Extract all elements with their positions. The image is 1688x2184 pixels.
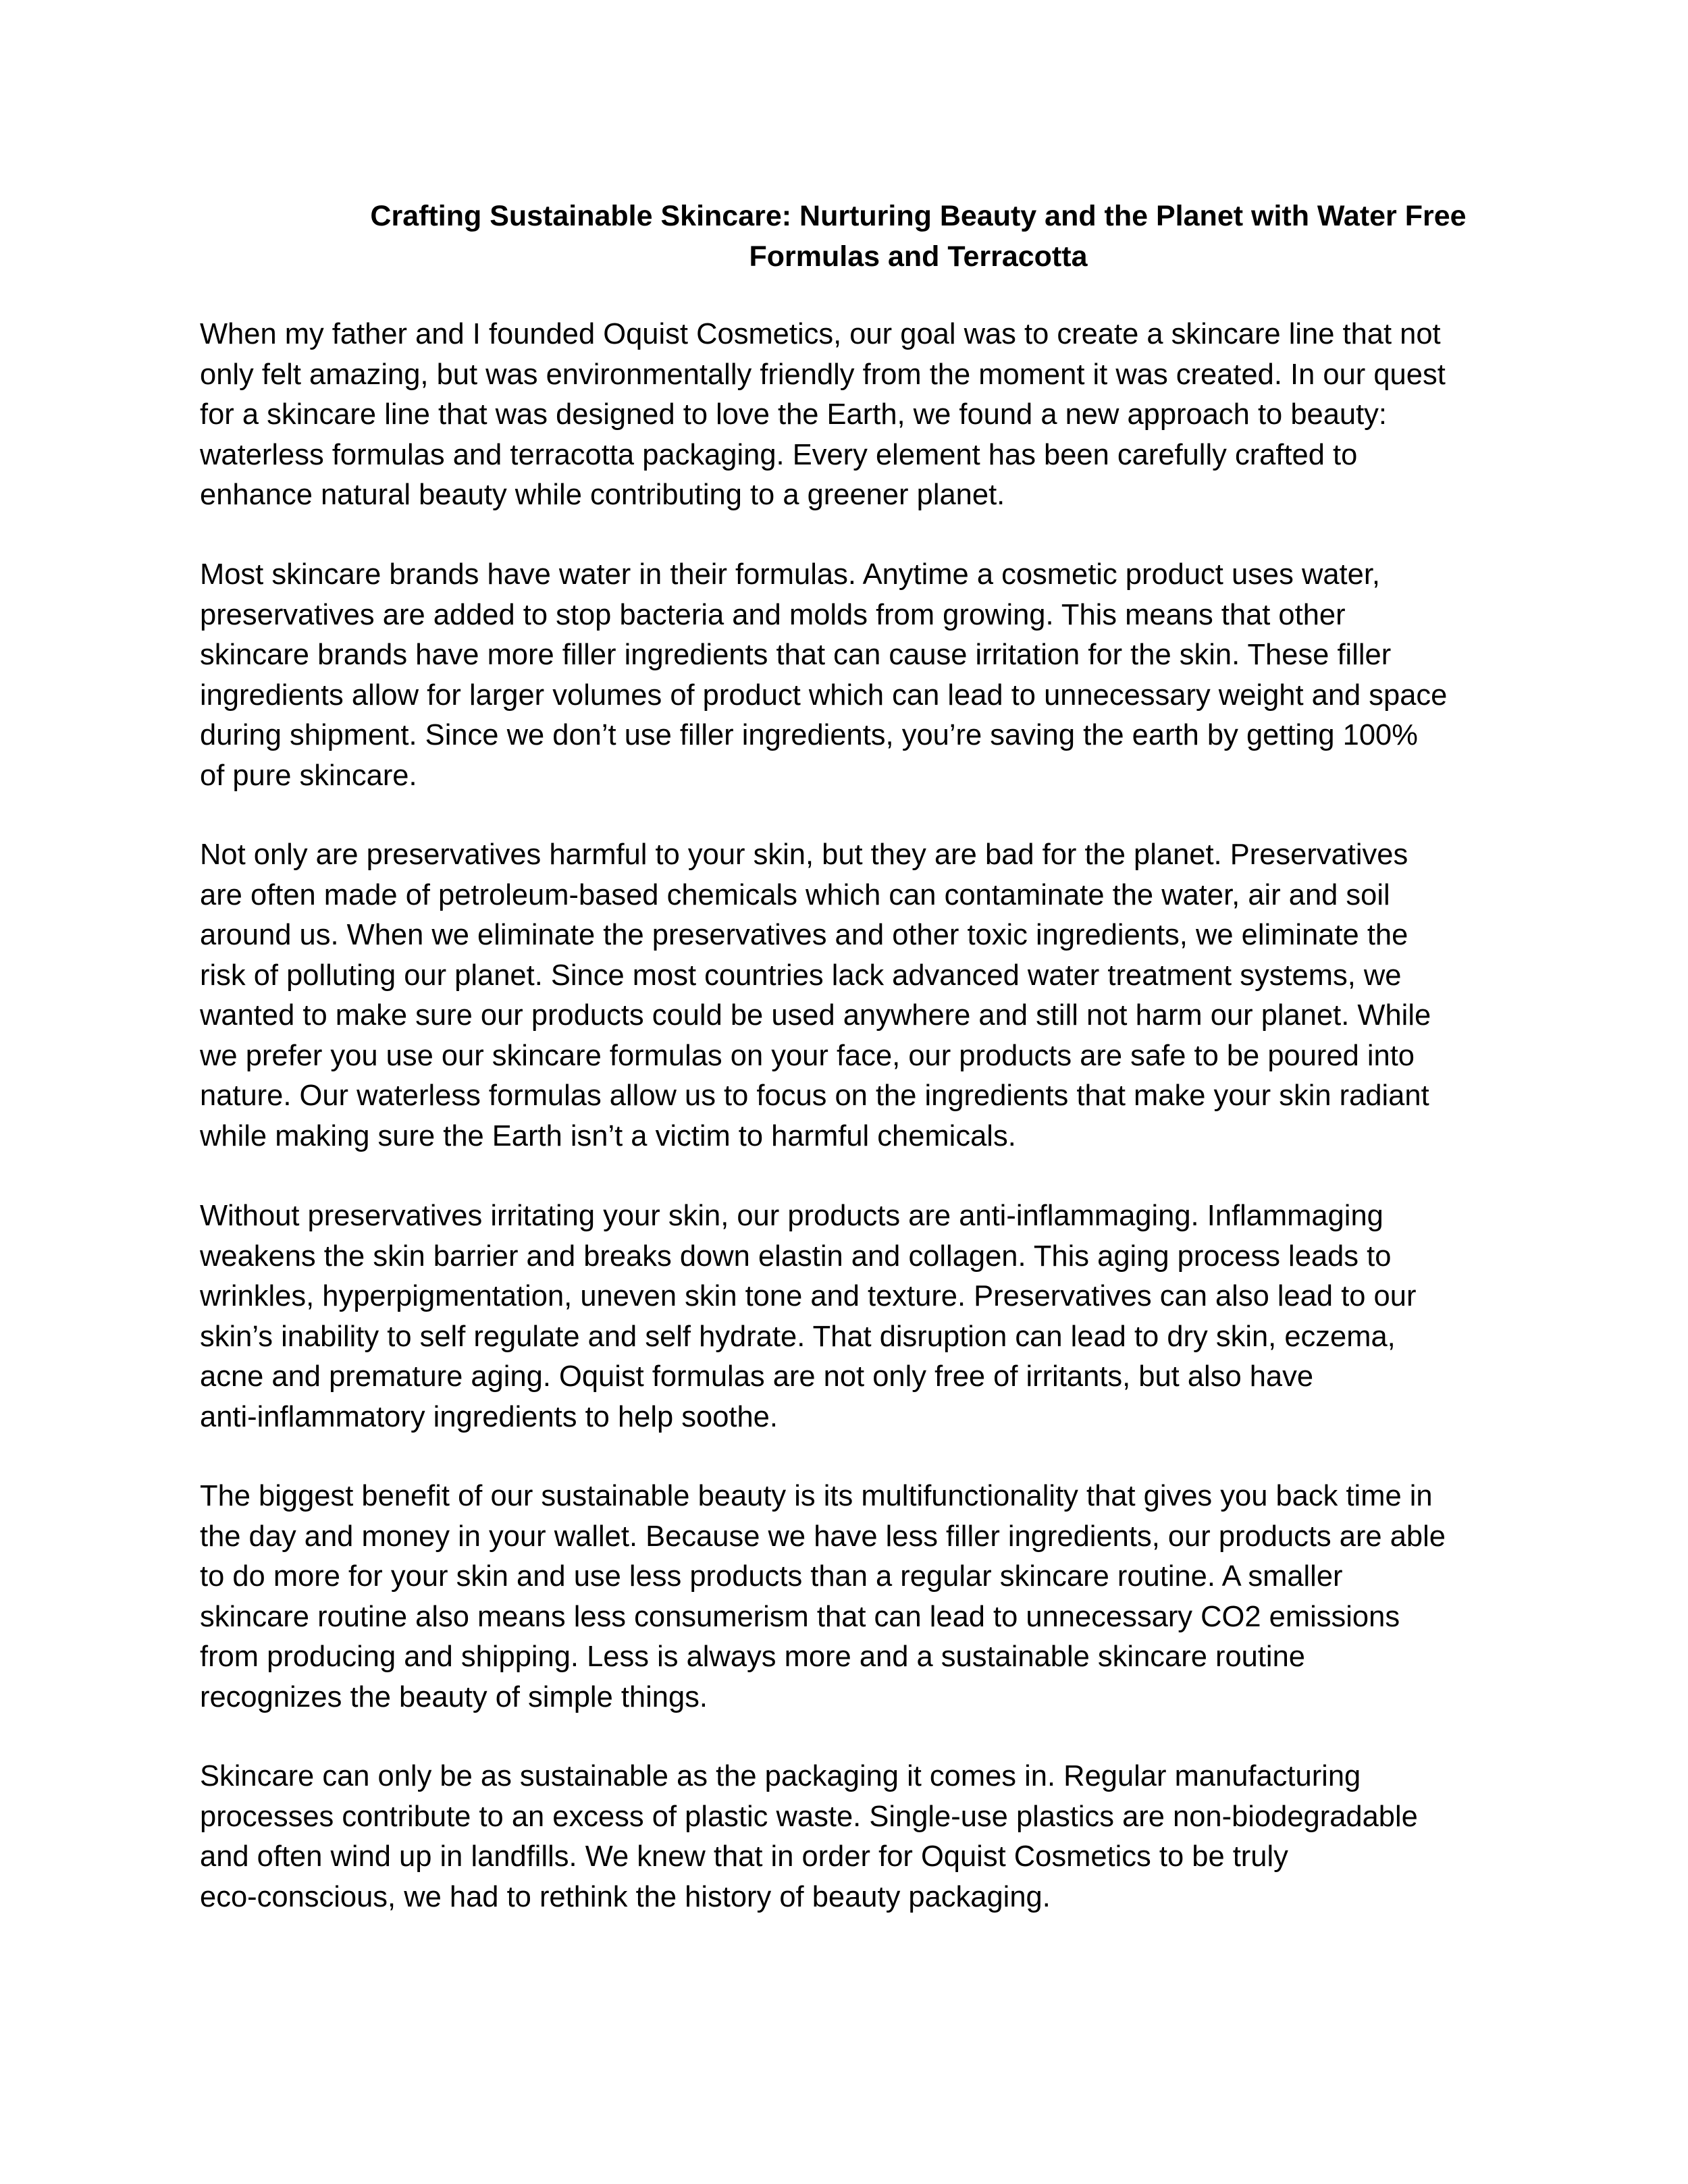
text-line: skincare routine also means less consumerism that can lead to unnecessary CO2 emissions <box>200 1600 1400 1633</box>
text-line: risk of polluting our planet. Since most countries lack advanced water treatment systems, we <box>200 959 1402 992</box>
paragraph-packaging <box>200 1757 1418 1917</box>
text-line: wanted to make sure our products could be used anywhere and still not harm our planet. While <box>200 999 1431 1032</box>
text-line: enhance natural beauty while contributing to a greener planet. <box>200 479 1005 511</box>
text-line: waterless formulas and terracotta packaging. Every element has been carefully crafted to <box>200 438 1358 471</box>
text-line: while making sure the Earth isn’t a victim to harmful chemicals. <box>200 1119 1016 1152</box>
text-line: are often made of petroleum-based chemicals which can contaminate the water, air and soil <box>200 878 1390 911</box>
text-line: The biggest benefit of our sustainable beauty is its multifunctionality that gives you back time in <box>200 1480 1433 1512</box>
text-line: only felt amazing, but was environmentally friendly from the moment it was created. In our quest <box>200 358 1446 391</box>
text-line: to do more for your skin and use less products than a regular skincare routine. A smaller <box>200 1560 1343 1593</box>
title-line: Crafting Sustainable Skincare: Nurturing Beauty and the Planet with Water Free <box>370 200 1467 232</box>
text-line: of pure skincare. <box>200 759 417 792</box>
text-line: weakens the skin barrier and breaks down elastin and collagen. This aging process leads to <box>200 1240 1392 1273</box>
title-line: Formulas and Terracotta <box>749 240 1088 273</box>
document-title <box>304 196 1533 277</box>
paragraph-inflammaging <box>200 1196 1416 1437</box>
paragraph-preservatives-planet <box>200 835 1431 1156</box>
text-line: processes contribute to an excess of plastic waste. Single-use plastics are non-biodegradable <box>200 1800 1418 1833</box>
text-line: for a skincare line that was designed to love the Earth, we found a new approach to beauty: <box>200 398 1388 431</box>
text-line: from producing and shipping. Less is always more and a sustainable skincare routine <box>200 1641 1305 1673</box>
paragraph-founding <box>200 315 1446 516</box>
text-line: acne and premature aging. Oquist formulas are not only free of irritants, but also have <box>200 1360 1314 1393</box>
text-line: recognizes the beauty of simple things. <box>200 1680 708 1713</box>
text-line: during shipment. Since we don’t use filler ingredients, you’re saving the earth by getting 100% <box>200 719 1418 751</box>
text-line: skin’s inability to self regulate and self hydrate. That disruption can lead to dry skin, eczema, <box>200 1320 1396 1353</box>
text-line: anti-inflammatory ingredients to help soothe. <box>200 1400 778 1433</box>
paragraph-water-formulas <box>200 555 1447 796</box>
text-line: and often wind up in landfills. We knew that in order for Oquist Cosmetics to be truly <box>200 1840 1288 1873</box>
text-line: Most skincare brands have water in their formulas. Anytime a cosmetic product uses water, <box>200 558 1381 591</box>
text-line: skincare brands have more filler ingredients that can cause irritation for the skin. These filler <box>200 639 1392 671</box>
text-line: Not only are preservatives harmful to your skin, but they are bad for the planet. Preservatives <box>200 838 1408 871</box>
text-line: preservatives are added to stop bacteria and molds from growing. This means that other <box>200 598 1346 631</box>
text-line: Without preservatives irritating your skin, our products are anti-inflammaging. Inflammaging <box>200 1200 1383 1232</box>
text-line: ingredients allow for larger volumes of product which can lead to unnecessary weight and space <box>200 678 1448 712</box>
text-line: When my father and I founded Oquist Cosmetics, our goal was to create a skincare line that not <box>200 318 1441 350</box>
text-line: we prefer you use our skincare formulas on your face, our products are safe to be poured into <box>200 1039 1415 1072</box>
text-line: wrinkles, hyperpigmentation, uneven skin tone and texture. Preservatives can also lead to our <box>200 1280 1417 1312</box>
text-line: around us. When we eliminate the preservatives and other toxic ingredients, we eliminate the <box>200 919 1408 951</box>
paragraph-multifunctionality <box>200 1476 1446 1717</box>
text-line: Skincare can only be as sustainable as the packaging it comes in. Regular manufacturing <box>200 1760 1361 1792</box>
text-line: the day and money in your wallet. Because we have less filler ingredients, our products are able <box>200 1520 1446 1553</box>
text-line: eco-conscious, we had to rethink the history of beauty packaging. <box>200 1880 1051 1913</box>
text-line: nature. Our waterless formulas allow us to focus on the ingredients that make your skin radiant <box>200 1080 1429 1112</box>
